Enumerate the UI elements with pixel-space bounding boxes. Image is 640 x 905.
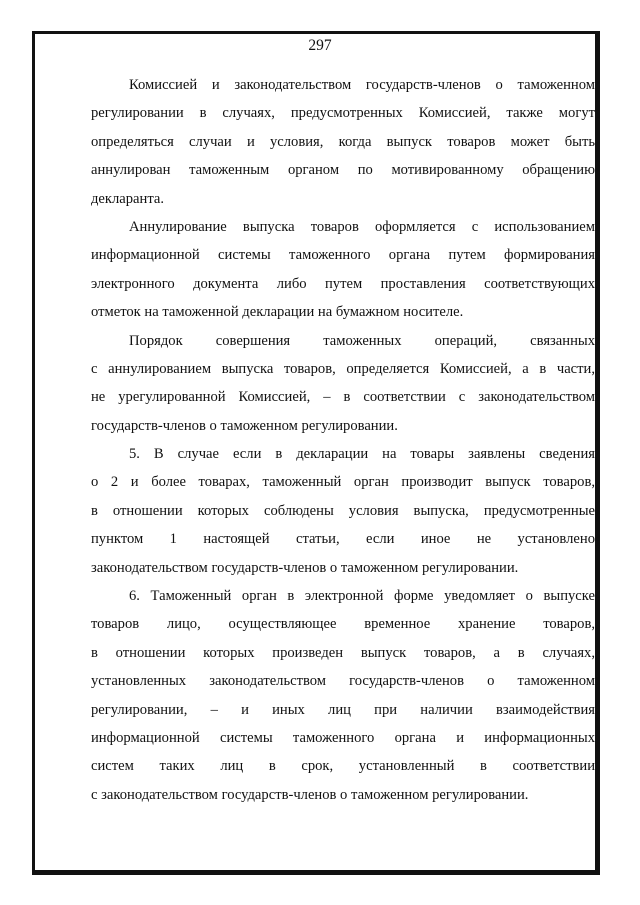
paragraph-line: Комиссией и законодательством государств-членов о таможенном <box>129 77 595 93</box>
paragraph-line: систем таких лиц в срок, установленный в соответствии <box>91 758 595 775</box>
paragraph-line: декларанта. <box>91 190 165 207</box>
paragraph-line: не урегулированной Комиссией, – в соответствии с законодательством <box>91 389 595 406</box>
paragraph-line: товаров лицо, осуществляющее временное хранение товаров, <box>91 616 595 633</box>
paragraph-line: пунктом 1 настоящей статьи, если иное не установлено <box>91 531 595 548</box>
paragraph-2 <box>91 213 595 327</box>
paragraph-line: отметок на таможенной декларации на бумажном носителе. <box>91 304 464 321</box>
paragraph-line: в отношении которых соблюдены условия выпуска, предусмотренные <box>91 502 595 519</box>
paragraph-line: законодательством государств-членов о таможенном регулировании. <box>91 559 519 576</box>
paragraph-line: в отношении которых произведен выпуск товаров, а в случаях, <box>91 644 595 661</box>
paragraph-line: о 2 и более товарах, таможенный орган производит выпуск товаров, <box>91 474 595 491</box>
paragraph-line: информационной системы таможенного органа путем формирования <box>91 247 595 264</box>
paragraph-line: регулировании, – и иных лиц при наличии взаимодействия <box>91 701 595 718</box>
document-body <box>91 71 595 809</box>
paragraph-line: электронного документа либо путем проставления соответствующих <box>91 275 595 292</box>
paragraph-line: информационной системы таможенного органа и информационных <box>91 729 595 746</box>
paragraph-line: регулировании в случаях, предусмотренных Комиссией, также могут <box>91 105 595 122</box>
paragraph-3 <box>91 327 595 441</box>
page-number: 297 <box>308 37 332 54</box>
paragraph-line: Порядок совершения таможенных операций, связанных <box>129 332 595 349</box>
paragraph-4 <box>91 440 595 582</box>
paragraph-line: с законодательством государств-членов о таможенном регулировании. <box>91 786 529 803</box>
paragraph-line: Аннулирование выпуска товаров оформляется с использованием <box>129 218 595 235</box>
paragraph-5 <box>91 582 595 809</box>
paragraph-line: с аннулированием выпуска товаров, определяется Комиссией, а в части, <box>91 360 595 377</box>
paragraph-line: 5. В случае если в декларации на товары заявлены сведения <box>129 446 595 463</box>
paragraph-line: установленных законодательством государств-членов о таможенном <box>91 673 595 690</box>
paragraph-line: государств-членов о таможенном регулировании. <box>91 417 398 434</box>
paragraph-1 <box>91 71 595 213</box>
paragraph-line: аннулирован таможенным органом по мотивированному обращению <box>91 162 595 179</box>
paragraph-line: 6. Таможенный орган в электронной форме уведомляет о выпуске <box>129 588 595 605</box>
paragraph-line: определяться случаи и условия, когда выпуск товаров может быть <box>91 133 595 150</box>
